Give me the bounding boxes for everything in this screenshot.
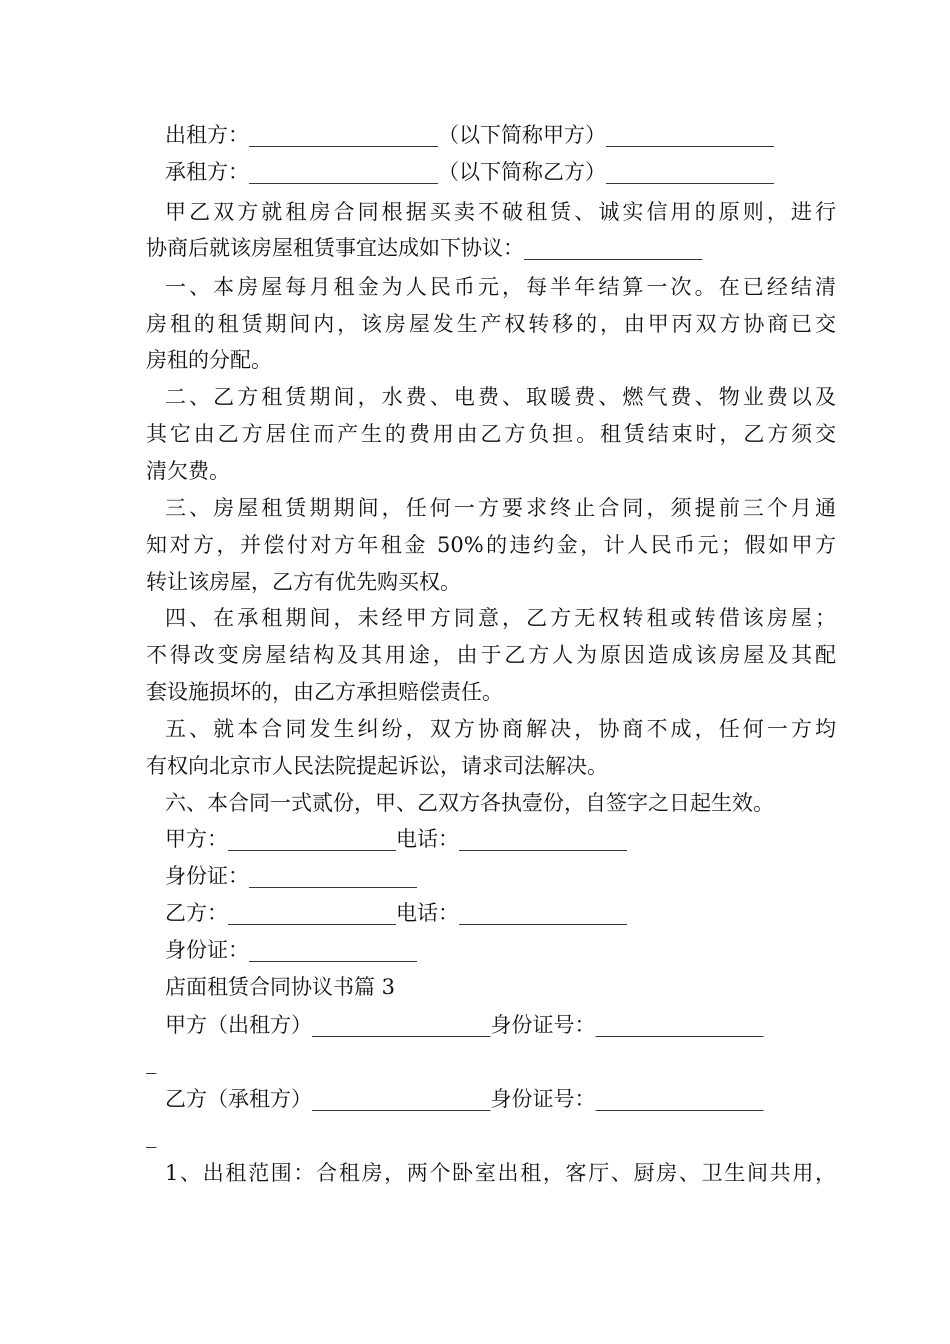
clause-4-line-1: 四、在承租期间，未经甲方同意，乙方无权转租或转借该房屋； [165, 606, 836, 630]
party-a-lessor-line: 甲方（出租方）_________________身份证号：________________ [165, 1013, 764, 1037]
party-b-lessee-line: 乙方（承租方）_________________身份证号：________________ [165, 1087, 764, 1111]
preamble-line-1: 甲乙双方就租房合同根据买卖不破租赁、诚实信用的原则，进行 [165, 200, 836, 224]
clause-3-line-1: 三、房屋租赁期期间，任何一方要求终止合同，须提前三个月通 [165, 496, 836, 520]
clause-1-line-2: 房租的租赁期间内，该房屋发生产权转移的，由甲丙双方协商已交 [146, 312, 836, 336]
clause-4-line-2: 不得改变房屋结构及其用途，由于乙方人为原因造成该房屋及其配 [146, 643, 836, 667]
clause-5-line-2: 有权向北京市人民法院提起诉讼，请求司法解决。 [146, 754, 608, 778]
rental-scope-line: 1、出租范围：合租房，两个卧室出租，客厅、厨房、卫生间共用， [165, 1161, 836, 1185]
clause-5-line-1: 五、就本合同发生纠纷，双方协商解决，协商不成，任何一方均 [165, 717, 836, 741]
preamble-line-2: 协商后就该房屋租赁事宜达成如下协议：_________________ [146, 236, 703, 260]
party-b-sign-line: 乙方：________________电话：________________ [165, 901, 627, 925]
party-a-sign-line: 甲方：________________电话：________________ [165, 827, 627, 851]
clause-3-line-2: 知对方，并偿付对方年租金 50%的违约金，计人民币元；假如甲方 [146, 533, 836, 557]
clause-2-line-2: 其它由乙方居住而产生的费用由乙方负担。租赁结束时，乙方须交 [146, 422, 836, 446]
clause-3-line-3: 转让该房屋，乙方有优先购买权。 [146, 570, 461, 594]
party-b-id-line: 身份证：________________ [165, 938, 417, 962]
lessor-line: 出租方：__________________（以下简称甲方）________________ [165, 123, 774, 147]
section-heading: 店面租赁合同协议书篇 3 [165, 975, 396, 999]
clause-6-line: 六、本合同一式贰份，甲、乙双方各执壹份，自签字之日起生效。 [165, 791, 774, 815]
clause-1-line-1: 一、本房屋每月租金为人民币元，每半年结算一次。在已经结清 [165, 275, 836, 299]
clause-1-line-3: 房租的分配。 [146, 348, 272, 372]
party-a-lessor-line-wrap: _ [146, 1050, 157, 1074]
lessee-line: 承租方：__________________（以下简称乙方）________________ [165, 160, 774, 184]
clause-2-line-3: 清欠费。 [146, 459, 230, 483]
party-b-lessee-line-wrap: _ [146, 1124, 157, 1148]
clause-2-line-1: 二、乙方租赁期间，水费、电费、取暖费、燃气费、物业费以及 [165, 385, 836, 409]
party-a-id-line: 身份证：________________ [165, 864, 417, 888]
clause-4-line-3: 套设施损坏的，由乙方承担赔偿责任。 [146, 680, 503, 704]
